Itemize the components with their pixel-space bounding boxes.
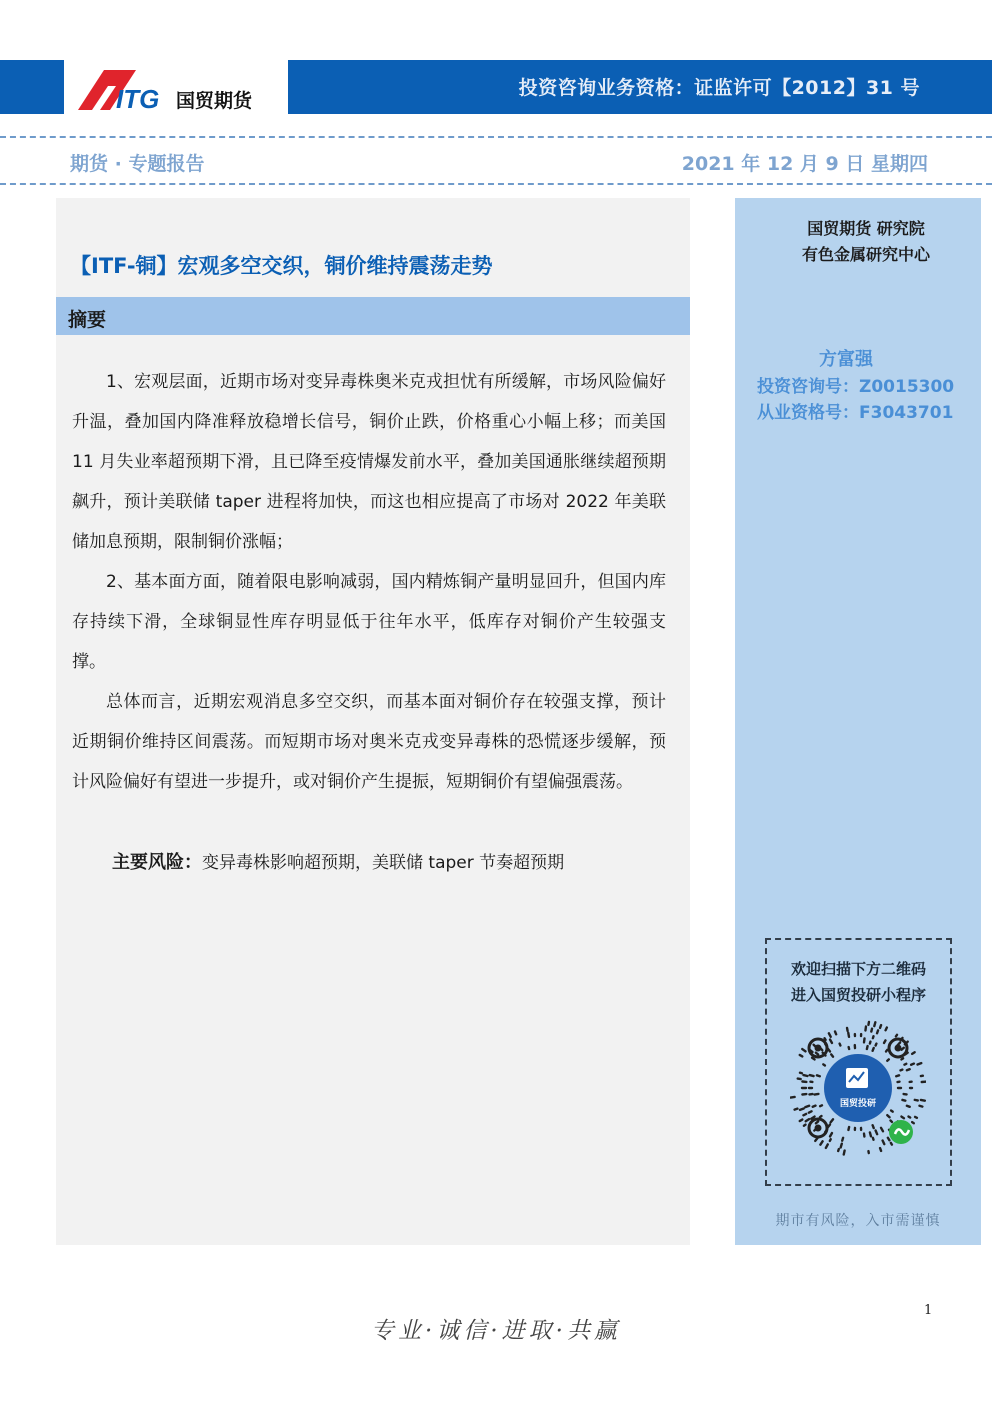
qr-dot (791, 1097, 795, 1098)
qr-dot (809, 1111, 812, 1112)
qr-dot (871, 1029, 872, 1032)
qr-dot (873, 1138, 874, 1140)
qr-finder-dot (895, 1045, 902, 1052)
qr-dot (884, 1040, 886, 1043)
qr-dot (870, 1132, 871, 1136)
summary-body (72, 362, 666, 802)
qr-dot (881, 1128, 883, 1131)
qr-dot (896, 1035, 897, 1037)
qr-dot (912, 1052, 915, 1054)
mini-program-qr-code[interactable] (790, 1020, 926, 1156)
research-center: 有色金属研究中心 (801, 245, 930, 264)
qr-dot (886, 1028, 887, 1031)
qr-caption-1: 欢迎扫描下方二维码 (790, 960, 926, 978)
qr-dot (841, 1144, 842, 1148)
qr-dot (887, 1059, 888, 1060)
qr-dot (873, 1036, 874, 1038)
qr-dot (829, 1033, 831, 1037)
divider-top (0, 136, 992, 138)
qr-dot (873, 1125, 874, 1128)
consult-number: Z0015300 (859, 377, 955, 397)
qr-dot (907, 1106, 910, 1107)
qr-dot (802, 1049, 805, 1051)
qr-dot (842, 1138, 843, 1141)
qr-dot (831, 1119, 833, 1122)
qr-dot (848, 1127, 849, 1130)
qr-dot (820, 1141, 822, 1144)
qr-dot (901, 1117, 904, 1119)
qr-finder-dot (815, 1125, 822, 1132)
qr-dot (901, 1058, 903, 1059)
qr-center-label: 国贸投研 (839, 1099, 877, 1109)
qr-dot (800, 1073, 802, 1074)
company-motto: 专业·诚信·进取·共赢 (371, 1318, 621, 1344)
qr-dot (876, 1044, 877, 1046)
qr-dot (820, 1105, 822, 1106)
qr-dot (817, 1075, 820, 1076)
report-date: 2021 年 12 月 9 日 星期四 (681, 153, 928, 175)
qr-dot (900, 1070, 902, 1071)
risk-disclaimer: 期市有风险，入市需谨慎 (775, 1213, 941, 1229)
qr-dot (800, 1120, 803, 1121)
qr-dot (911, 1064, 914, 1065)
qr-dot (806, 1119, 809, 1121)
qr-dot (908, 1117, 910, 1118)
qr-dot (880, 1025, 881, 1028)
summary-section-bar (56, 297, 690, 335)
qr-dot (805, 1106, 809, 1107)
qr-dot (838, 1149, 839, 1151)
qr-dot (867, 1046, 868, 1049)
practice-label: 从业资格号： (757, 403, 859, 423)
qr-finder-dot (815, 1045, 822, 1052)
qr-dot (825, 1038, 826, 1040)
consult-number-line (757, 372, 954, 397)
qr-dot (813, 1106, 816, 1107)
qr-dot (918, 1063, 922, 1064)
qr-dot (880, 1148, 881, 1151)
practice-number-line (757, 398, 953, 423)
summary-section-label: 摘要 (68, 309, 107, 331)
qr-dot (888, 1138, 890, 1141)
report-type: 期货 · 专题报告 (70, 153, 205, 175)
qr-dot (891, 1143, 892, 1145)
qr-dot (816, 1121, 818, 1123)
divider-bottom (0, 183, 992, 185)
qr-dot (886, 1050, 887, 1052)
main-risk-text: 变异毒株影响超预期，美联储 taper 节奏超预期 (202, 853, 565, 873)
qr-dot (804, 1125, 806, 1126)
qr-dot (877, 1030, 878, 1033)
company-name: 国贸期货 (176, 90, 253, 112)
consult-label: 投资咨询号： (757, 377, 859, 397)
qr-dot (803, 1114, 806, 1115)
qr-dot (904, 1064, 906, 1065)
main-risk-label: 主要风险： (112, 852, 202, 873)
qr-dot (830, 1133, 832, 1136)
qr-dot (810, 1075, 814, 1076)
summary-paragraph: 总体而言，近期宏观消息多空交织，而基本面对铜价存在较强支撑，预计近期铜价维持区间震荡。而短期市场对奥米克戎变异毒株的恐慌逐步缓解，预计风险偏好有望进一步提升，或对铜价产生提振，短期铜价有望偏强震荡。 (72, 692, 666, 792)
qr-dot (804, 1075, 808, 1076)
report-title: 【ITF-铜】宏观多空交织，铜价维持震荡走势 (70, 254, 493, 278)
qr-dot (831, 1054, 833, 1056)
org-name: 国贸期货 研究院 (807, 219, 925, 238)
analyst-name: 方富强 (819, 349, 873, 370)
qr-dot (795, 1109, 798, 1110)
qr-dot (800, 1108, 804, 1109)
qr-dot (830, 1040, 832, 1043)
qr-dot (864, 1038, 865, 1042)
qr-dot (915, 1100, 918, 1101)
qr-dot (814, 1094, 818, 1095)
qr-dot (800, 1055, 803, 1056)
qr-dot (873, 1048, 874, 1051)
qr-dot (896, 1075, 899, 1076)
page-number: 1 (924, 1303, 933, 1318)
logo-brand-text: ITG (116, 84, 160, 114)
qr-dot (826, 1144, 828, 1148)
qr-dot (848, 1033, 849, 1037)
qr-dot (812, 1058, 815, 1060)
qr-dot (844, 1151, 845, 1155)
qr-dot (865, 1027, 866, 1031)
qr-dot (876, 1130, 878, 1134)
qr-dot (870, 1042, 871, 1044)
qr-dot (902, 1100, 905, 1101)
qr-dot (883, 1141, 885, 1145)
header-band-left (0, 60, 64, 114)
qr-dot (891, 1111, 893, 1112)
qr-dot (907, 1069, 910, 1070)
qr-dot (919, 1106, 922, 1107)
qr-dot (820, 1116, 822, 1117)
practice-number: F3043701 (859, 403, 954, 423)
main-risk-line (112, 848, 564, 874)
qr-caption-2: 进入国贸投研小程序 (790, 986, 926, 1004)
qr-dot (915, 1117, 917, 1118)
qr-dot (823, 1064, 825, 1065)
qr-dot (887, 1115, 889, 1117)
qr-dot (830, 1139, 831, 1141)
qr-dot (921, 1100, 925, 1101)
qr-dot (874, 1022, 875, 1026)
qr-dot (847, 1028, 848, 1031)
qr-dot (891, 1121, 892, 1122)
qr-dot (912, 1122, 914, 1123)
qr-dot (816, 1053, 818, 1055)
summary-paragraph: 2、基本面方面，随着限电影响减弱，国内精炼铜产量明显回升，但国内库存持续下滑，全球铜显性库存明显低于往年水平，低库存对铜价产生较强支撑。 (72, 572, 666, 672)
summary-paragraph: 1、宏观层面，近期市场对变异毒株奥米克戎担忧有所缓解，市场风险偏好升温，叠加国内降准释放稳增长信号，铜价止跌，价格重心小幅上移；而美国 11 月失业率超预期下滑，且已降至疫情爆发前水平，叠加美国通胀继续超预期飙升，预计美联储 taper 进程将加快，而这也相应提高了市场对 2022 年美联储加息预期，限制铜价涨幅； (72, 372, 666, 552)
qr-dot (902, 1048, 904, 1050)
qr-dot (835, 1031, 836, 1034)
qr-dot (840, 1044, 841, 1046)
license-text: 投资咨询业务资格：证监许可【2012】31 号 (518, 77, 920, 99)
